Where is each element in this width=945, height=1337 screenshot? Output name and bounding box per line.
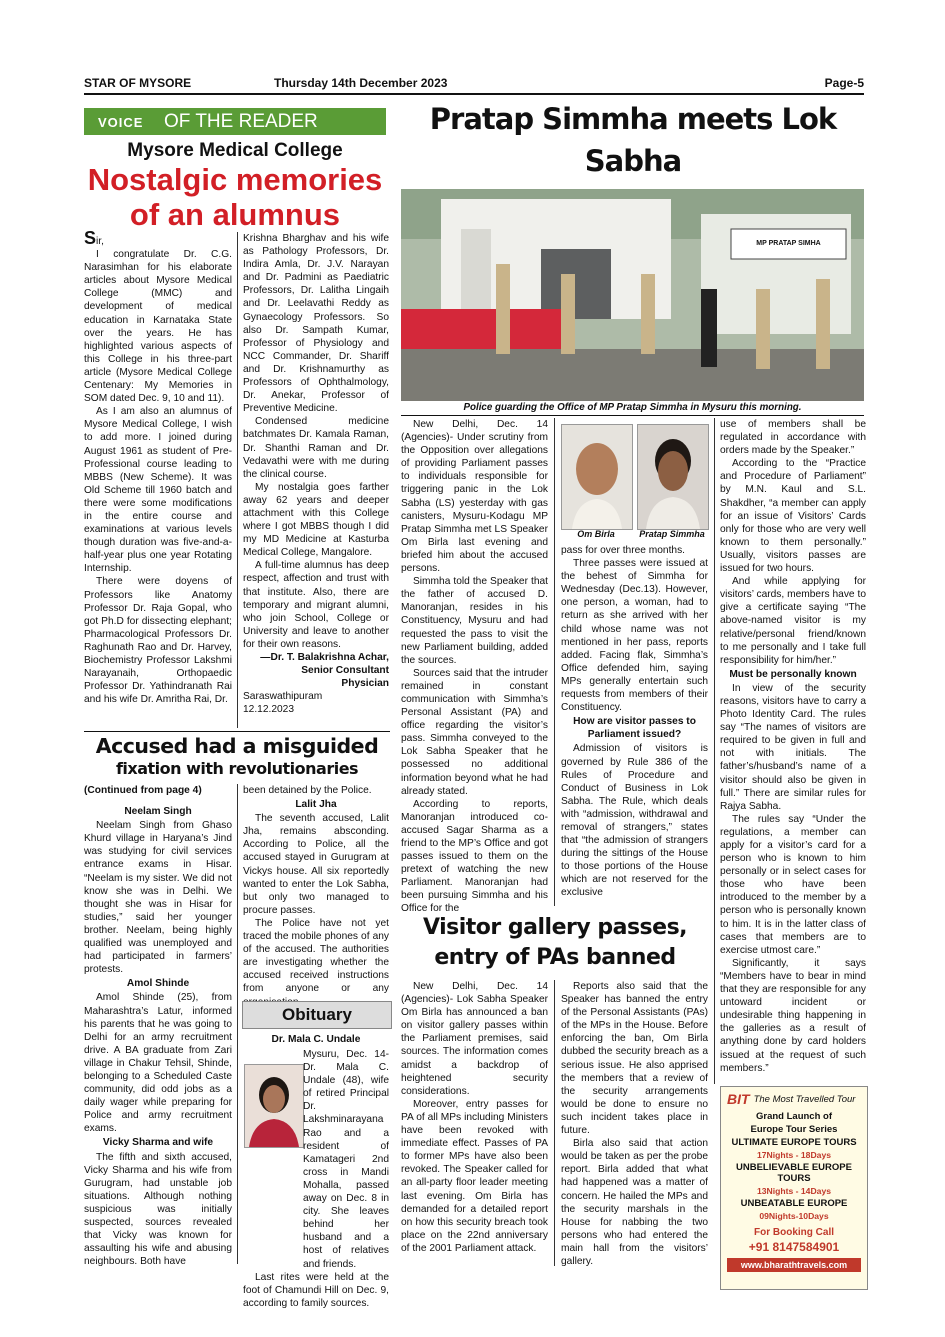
simmha-para: New Delhi, Dec. 14 (Agencies)- Under scrutiny from the Opposition over allegations of providing Parliament passes to individuals responsible for triggering panic in the Lok Sabha (LS) yesterday with gas canisters, Mysuru-Kodagu MP Pratap Simmha met LS Speaker Om Birla last evening and briefed him about the accused persons.	[401, 419, 548, 575]
travel-ad[interactable]	[720, 1086, 868, 1290]
accused-column-2	[243, 784, 389, 996]
simmha-para: Simmha told the Speaker that the father of accused D. Manoranjan, resides in his Constituency, Mysuru and had requested the pass to visit the new Parliament building, added the sources.	[401, 576, 548, 666]
column-divider	[554, 980, 555, 1266]
letter-para: Condensed medicine batchmates Dr. Kamala Raman, Dr. Shanthi Raman and Dr. Vedavathi were with me during the clinical course.	[243, 416, 389, 480]
letter-para: My nostalgia goes farther away 62 years and deeper attachment with this College where I got MBBS though I did my MD Medicine at Kasturba Medical College, Mangalore.	[243, 481, 389, 559]
obituary-para: Last rites were held at the foot of Chamundi Hill on Dec. 9, according to family sources.	[243, 1271, 389, 1309]
letter-column-1	[84, 228, 232, 730]
accused-headline-2: fixation with revolutionaries	[115, 759, 359, 778]
letter-signoff-title: Senior Consultant Physician	[301, 665, 389, 690]
accused-para: been detained by the Police.	[243, 785, 372, 796]
accused-para: The fifth and sixth accused, Vicky Sharma and his wife from Gurugram, had unstable job situations. Although nothing suspicious was initially suspected, sources revealed that Vicky was known for assaulting his wife and abusing neighbours. Both have	[84, 1151, 232, 1268]
om-birla-photo	[561, 424, 633, 530]
letter-headline	[84, 162, 386, 232]
column-divider	[237, 232, 238, 728]
column-divider	[554, 418, 555, 906]
office-sign: MP PRATAP SIMHA	[756, 240, 821, 247]
portrait-icon	[562, 425, 632, 529]
accused-headline-1: Accused had a misguided	[95, 734, 379, 758]
ad-launch-1: Grand Launch of	[756, 1111, 832, 1122]
subhead-vicky: Vicky Sharma and wife	[102, 1137, 214, 1149]
letter-para: A full-time alumnus has deep respect, affection and trust with that institute. Also, there are temporary and migrant alumni, who join School, College or University and leave to another for their own reasons.	[243, 560, 389, 650]
dropcap: S	[84, 228, 97, 248]
visitor-headline-line1: Visitor gallery passes,	[422, 915, 688, 940]
ad-tagline: The Most Travelled Tour	[753, 1093, 856, 1105]
simmha-para: The rules say “Under the regulations, a member can apply for a visitor’s card for a person who is known to him personally or in select cases for those who have been introduced to the member by a person who is personally known to him. It is in the latter class of cases that members are to exercise utmost care.”	[720, 813, 866, 956]
visitor-headline	[399, 913, 711, 973]
letter-signoff: —Dr. T. Balakrishna Achar,	[260, 652, 389, 663]
column-divider	[714, 418, 715, 1084]
simmha-para: According to the “Practice and Procedure of Parliament” by M.N. Kaul and S.L. Shakdher, “a member can apply for an issue of Visitors’ Cards only for those who are very well known to them personally.” Usually, visitors passes are issued for two hours.	[720, 458, 866, 575]
ad-tour-1-days: 17Nights - 18Days	[756, 1150, 832, 1160]
photo-caption: Police guarding the Office of MP Pratap Simmha in Mysuru this morning.	[463, 402, 802, 413]
subhead-neelam: Neelam Singh	[124, 806, 192, 818]
visitor-column-1	[401, 980, 548, 1266]
police-office-photo	[401, 189, 864, 401]
simmha-para: Significantly, it says “Members have to bear in mind that they are responsible for any untoward incident or undesirable thing happening in the galleries as a result of anything done by card holders issued at the request of such members.”	[720, 957, 866, 1074]
letter-place: Saraswathipuram	[243, 691, 323, 703]
accused-column-1	[84, 784, 232, 1268]
ad-tour-2: UNBELIEVABLE EUROPE TOURS	[736, 1162, 852, 1184]
voice-of-reader-banner	[84, 108, 386, 135]
section-rule	[84, 731, 390, 732]
subhead-lalit: Lalit Jha	[295, 799, 337, 811]
mug-caption-simmha: Pratap Simmha	[639, 529, 705, 539]
obituary-name: Dr. Mala C. Undale	[271, 1034, 361, 1045]
issue-date: Thursday 14th December 2023	[274, 76, 448, 90]
simmha-para: Sources said that the intruder remained in constant communication with Simmha’s Personal Assistant (PA) and office regarding the visitor’s pass. Simmha conveyed to the Lok Sabha Speaker that he possessed no additional information beyond what he had already stated.	[401, 667, 548, 797]
subhead-amol: Amol Shinde	[126, 978, 190, 990]
simmha-headline-line1: Pratap Simmha meets Lok Sabha	[429, 102, 837, 178]
ad-header	[727, 1091, 861, 1107]
column-divider	[237, 784, 238, 1264]
office-building-icon	[401, 189, 864, 401]
letter-date: 12.12.2023	[243, 704, 294, 716]
paper-name: STAR OF MYSORE	[84, 76, 192, 90]
ad-brand: BIT	[727, 1091, 750, 1107]
pratap-simmha-photo	[637, 424, 709, 530]
accused-para: The seventh accused, Lalit Jha, remains absconding. According to Police, all the accused stayed in Gurugram at Vickys house. All six reportedly wanted to enter the Lok Sabha, but only two managed to procure passes.	[243, 813, 389, 916]
ad-tour-1: ULTIMATE EUROPE TOURS	[731, 1137, 857, 1148]
salutation-text: ir,	[96, 236, 104, 247]
visitor-para: New Delhi, Dec. 14 (Agencies)- Lok Sabha Speaker Om Birla has announced a ban on visitor gallery passes within the Parliament premises, said sources. The information comes amidst a backdrop of heightened security considerations.	[401, 981, 548, 1097]
subhead-visitor-passes: How are visitor passes to Parliament issued?	[573, 716, 696, 741]
simmha-para: According to reports, Manoranjan introduced co-accused Sagar Sharma as a friend to the MP’s Office and got passes issued to them on the pretext of watching the new Parliament. Manoranjan had been pursuing Simmha and his Office for the	[401, 798, 548, 915]
subhead-personally-known: Must be personally known	[729, 668, 857, 680]
simmha-column-2	[561, 544, 708, 905]
continued-note: (Continued from page 4)	[84, 785, 202, 796]
letter-column-2	[243, 232, 389, 730]
voice-label-rest: OF THE READER	[164, 111, 318, 132]
masthead-rule	[84, 93, 864, 95]
accused-para: Neelam Singh from Ghaso Khurd village in Haryana’s Jind was studying for civil services entrance exams in Hisar. “Neelam is my sister. We did not know she was in Delhi. We thought she was in Hisar for studies,” said her younger brother. Neelam, being highly qualified was unemployed and had participated in farmers’ protests.	[84, 820, 232, 976]
ad-website[interactable]: www.bharathtravels.com	[727, 1258, 861, 1272]
voice-label: VOICE	[98, 115, 144, 130]
letter-para: Krishna Bharghav and his wife as Pathology Professors, Dr. Indira Amla, Dr. J.V. Narayan and Dr. Padmini as Paediatric Professors, Dr. Lalitha Lingaih and Dr. Leelavathi Reddy as Gynaecology Professors. So also Dr. Sampath Kumar, Professor of Physiology and NCC Commander, Dr. Shariff and Dr. Krishnamurthy as Professors of Ophthalmology, Dr. Anekar, Professor of Preventive Medicine.	[243, 233, 389, 415]
letter-headline-line2: of an alumnus	[129, 197, 341, 232]
simmha-para: Admission of visitors is governed by Rule 386 of the Rules of Procedure and Conduct of Business in Lok Sabha. The Rule, which deals with “admission, withdrawal and removal of strangers,” states that “the admission of strangers during the sittings of the House to those portions of the House which are not reserved for the exclusive	[561, 743, 708, 899]
visitor-headline-line2: entry of PAs banned	[434, 945, 676, 970]
visitor-column-2	[561, 980, 708, 1266]
simmha-para: In view of the security reasons, visitors have to carry a Photo Identity Card. The rules say “The names of visitors are required to be given in full and not with initials. The father’s/husband’s name of a visitor should also be given in full.” There are similar rules for Rajya Sabha.	[720, 682, 866, 812]
masthead	[84, 76, 864, 92]
simmha-column-3	[720, 418, 866, 1082]
ad-tour-3: UNBEATABLE EUROPE	[740, 1198, 848, 1209]
ad-phone[interactable]: +91 8147584901	[748, 1240, 840, 1254]
ad-launch-2: Europe Tour Series	[750, 1124, 838, 1135]
obituary-label: Obituary	[242, 1001, 392, 1029]
mug-caption-om-birla: Om Birla	[577, 529, 615, 539]
ad-booking: For Booking Call	[754, 1227, 834, 1238]
letter-para: I congratulate Dr. C.G. Narasimhan for his elaborate articles about Mysore Medical College (MMC) and development of medical education in Karnataka State over the years. He has highlighted various aspects of this College in his three-part article (Mysore Medical College Centenary: My Memories in SOM dated Dec. 9, 10 and 11).	[84, 249, 232, 405]
portrait-icon	[638, 425, 708, 529]
obituary-body	[243, 1048, 389, 1309]
obituary-para: Mysuru, Dec. 14- Dr. Mala C. Undale (48), wife of retired Principal Dr. Lakshminarayana Rao and a resident of Kamatageri 2nd cross in Mandi Mohalla, passed away on Dec. 8 in city. She leaves behind her husband and a host of relatives and friends.	[303, 1049, 389, 1270]
visitor-para: Reports also said that the Speaker has banned the entry of the Personal Assistants (PAs) of the MPs in the House. Before enforcing the ban, Om Birla dubbed the security breach as a serious issue. He also apprised the members that a review of the security arrangements would be done to ensure no such incident takes place in future.	[561, 981, 708, 1137]
simmha-para: And while applying for visitors’ cards, members have to give a certificate saying “The above-named visitor is my relative/personal friend/known to me personally and I take full responsibility for him/her.”	[720, 576, 866, 666]
simmha-column-1	[401, 418, 548, 915]
letter-para: There were doyens of Professors like Anatomy Professor Dr. Raja Gopal, who got Ph.D for dissecting elephant; Pharmacological Professors Dr. Raghunath Rao and Dr. Harvey, Biochemistry Professor Lakshmi Narayanaih, Orthopaedic Professor Dr. Yathindranath Rai and his wife Dr. Amritha Rai, Dr.	[84, 576, 232, 706]
simmha-para: use of members shall be regulated in accordance with orders made by the Speaker.”	[720, 419, 866, 457]
letter-para: As I am also an alumnus of Mysore Medical College, I wish to add more. I joined during August 1961 as student of Pre- Professional course leading to MBBS (New Scheme). It was Old Scheme till 1960 batch and there were some modifications in the entire course and examinations at various levels though duration was five-and-a-half-year plus one year Rotating Internship.	[84, 406, 232, 575]
caption-rule	[401, 415, 864, 416]
page-number: Page-5	[824, 76, 864, 90]
visitor-para: Birla also said that action would be taken as per the probe report. Birla added that what had happened was a matter of concern. He hailed the MPs and the security marshals in the House for nabbing the two persons who had entered the main hall from the visitors’ gallery.	[561, 1138, 708, 1267]
visitor-para: Moreover, entry passes for PA of all MPs including Ministers have been revoked with immediate effect. Passes of PA to former MPs have also been revoked. The Speaker called for an all-party floor leader meeting last evening. Om Birla has demanded for a detailed report on how this security breach took place on the 22nd anniversary of the 2001 Parliament attack.	[401, 1098, 548, 1254]
simmha-para: Three passes were issued at the behest of Simmha for Wednesday (Dec.13). However, one person, a woman, had to return as she arrived with her child whose name was not mentioned in her pass, reports added. Facing flak, Simmha’s Office defended him, saying MPs generally entertain such requests from members of their Constituency.	[561, 558, 708, 714]
simmha-para: pass for over three months.	[561, 545, 686, 556]
ad-tour-2-days: 13Nights - 14Days	[756, 1186, 832, 1196]
ad-tour-3-days: 09Nights-10Days	[759, 1211, 829, 1221]
letter-kicker: Mysore Medical College	[127, 140, 343, 161]
salutation	[84, 228, 232, 248]
accused-para: Amol Shinde (25), from Maharashtra’s Latur, informed his parents that he was going to Delhi for an army recruitment drive. A BA graduate from Zari village in Chakur Tehsil, Shinde, belonging to a Scheduled Caste community, did odd jobs as a daily wager while preparing for Police and army recruitment exams.	[84, 992, 232, 1135]
letter-headline-line1: Nostalgic memories	[87, 162, 383, 197]
accused-para: The Police have not yet traced the mobile phones of any of the accused. The authorities are investigating whether the accused received instructions from anyone or any	[243, 917, 389, 995]
